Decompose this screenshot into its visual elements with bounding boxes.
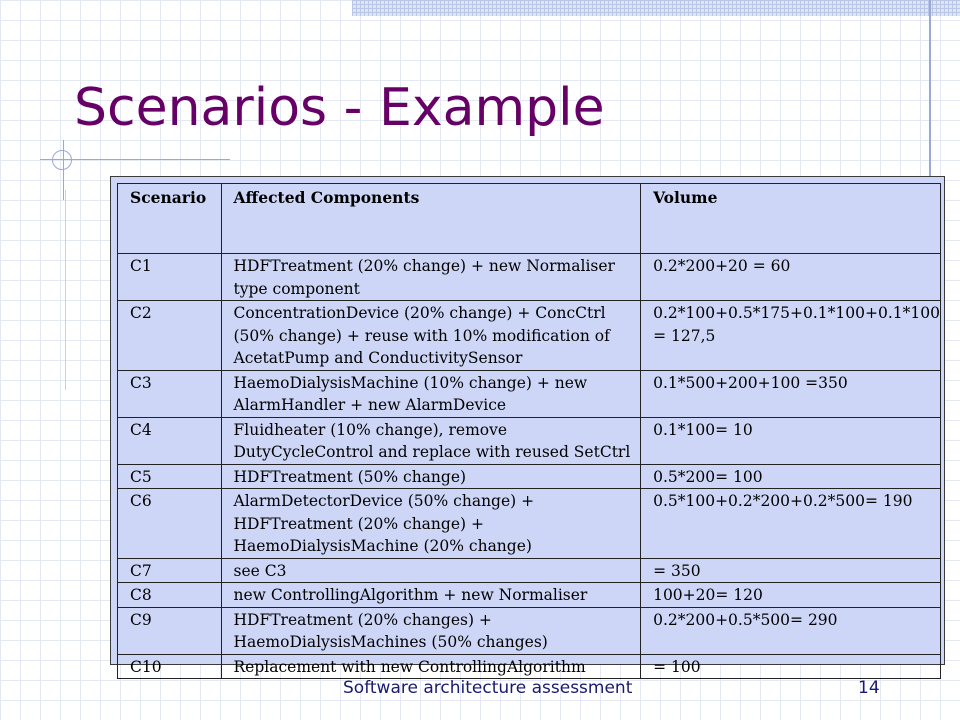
table-row — [118, 558, 941, 583]
table-row — [118, 654, 941, 679]
decorative-vertical-line — [929, 0, 931, 180]
scenario-cell: C2 — [118, 301, 222, 371]
components-cell: new ControllingAlgorithm + new Normaliser — [221, 583, 641, 608]
volume-cell: 0.5*100+0.2*200+0.2*500= 190 — [641, 489, 941, 559]
components-cell: HDFTreatment (50% change) — [221, 464, 641, 489]
volume-cell: 100+20= 120 — [641, 583, 941, 608]
top-pattern-band — [352, 0, 960, 16]
scenario-cell: C10 — [118, 654, 222, 679]
table-row — [118, 489, 941, 559]
volume-cell: 0.2*100+0.5*175+0.1*100+0.1*100 = 127,5 — [641, 301, 941, 371]
table-row — [118, 417, 941, 464]
components-cell: HaemoDialysisMachine (10% change) + new AlarmHandler + new AlarmDevice — [221, 370, 641, 417]
scenarios-table — [117, 183, 941, 679]
scenario-cell: C5 — [118, 464, 222, 489]
header-affected-components: Affected Components — [221, 184, 641, 254]
header-volume: Volume — [641, 184, 941, 254]
components-cell: ConcentrationDevice (20% change) + ConcCtrl (50% change) + reuse with 10% modification of AcetatPump and ConductivitySensor — [221, 301, 641, 371]
page-number: 14 — [858, 678, 880, 698]
scenario-cell: C6 — [118, 489, 222, 559]
header-scenario: Scenario — [118, 184, 222, 254]
volume-cell: 0.5*200= 100 — [641, 464, 941, 489]
table-row — [118, 301, 941, 371]
scenario-cell: C9 — [118, 607, 222, 654]
components-cell: HDFTreatment (20% change) + new Normaliser type component — [221, 254, 641, 301]
components-cell: see C3 — [221, 558, 641, 583]
scenario-cell: C3 — [118, 370, 222, 417]
table-row — [118, 254, 941, 301]
components-cell: Fluidheater (10% change), remove DutyCycleControl and replace with reused SetCtrl — [221, 417, 641, 464]
table-row — [118, 370, 941, 417]
crosshair-circle — [52, 150, 72, 170]
table-row — [118, 464, 941, 489]
decorative-left-line — [65, 190, 66, 390]
table-row — [118, 583, 941, 608]
volume-cell: = 100 — [641, 654, 941, 679]
footer-text: Software architecture assessment — [343, 678, 633, 698]
scenario-cell: C8 — [118, 583, 222, 608]
volume-cell: 0.2*200+0.5*500= 290 — [641, 607, 941, 654]
volume-cell: = 350 — [641, 558, 941, 583]
volume-cell: 0.1*500+200+100 =350 — [641, 370, 941, 417]
volume-cell: 0.2*200+20 = 60 — [641, 254, 941, 301]
table-header-row — [118, 184, 941, 254]
title-crosshair-line — [63, 140, 64, 200]
components-cell: AlarmDetectorDevice (50% change) + HDFTreatment (20% change) + HaemoDialysisMachine (20% change) — [221, 489, 641, 559]
scenario-cell: C4 — [118, 417, 222, 464]
scenario-cell: C1 — [118, 254, 222, 301]
volume-cell: 0.1*100= 10 — [641, 417, 941, 464]
table-row — [118, 607, 941, 654]
components-cell: Replacement with new ControllingAlgorithm — [221, 654, 641, 679]
slide-title: Scenarios - Example — [74, 78, 605, 138]
scenario-cell: C7 — [118, 558, 222, 583]
components-cell: HDFTreatment (20% changes) + HaemoDialysisMachines (50% changes) — [221, 607, 641, 654]
